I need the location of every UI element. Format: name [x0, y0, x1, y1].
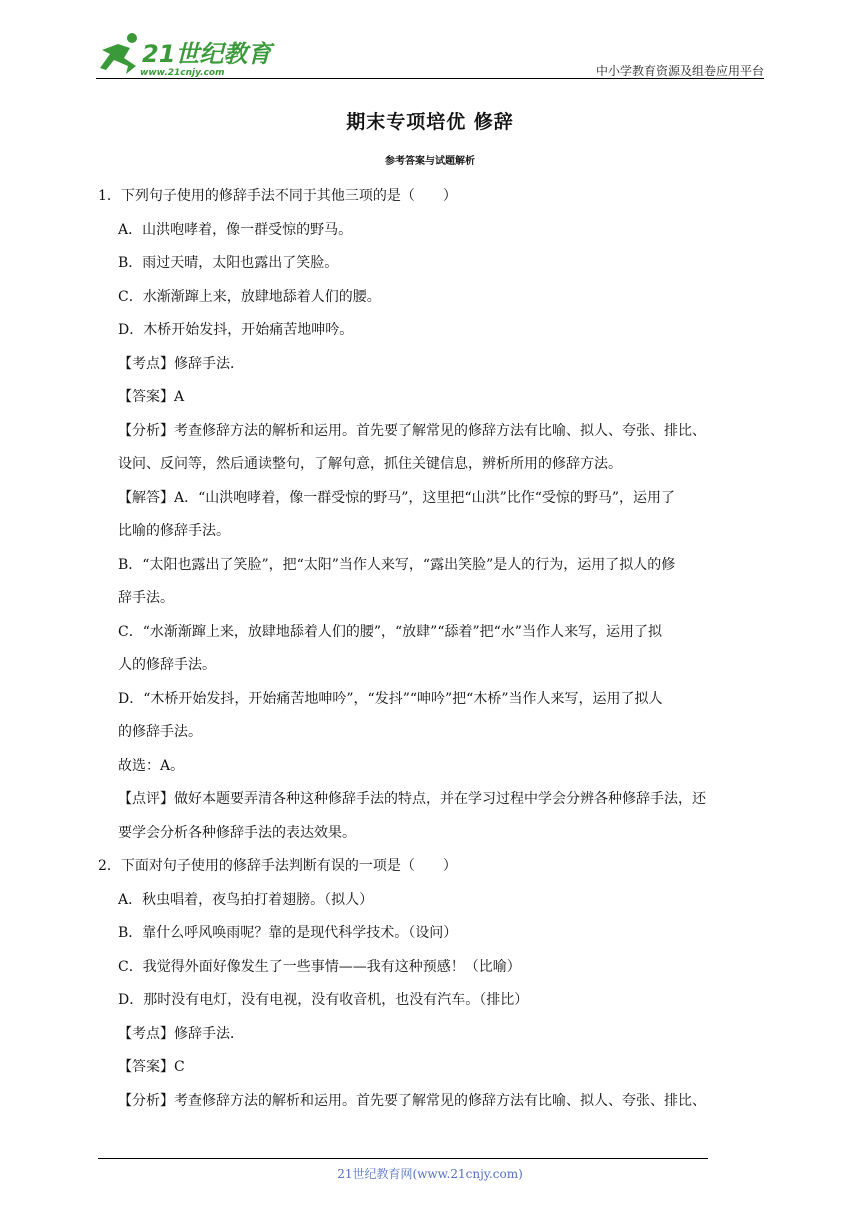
logo-text: 21世纪教育	[142, 40, 272, 68]
q1-comment-line1: 【点评】做好本题要弄清各种这种修辞手法的特点，并在学习过程中学会分辨各种修辞手法，还	[118, 791, 706, 807]
q2-option-d: D．那时没有电灯，没有电视，没有收音机，也没有汽车。（排比）	[118, 992, 529, 1008]
runner-icon	[100, 33, 137, 74]
question-1-stem: 1．下列句子使用的修辞手法不同于其他三项的是（ ）	[98, 188, 457, 204]
q1-analysis-line1: 【分析】考查修辞方法的解析和运用。首先要了解常见的修辞方法有比喻、拟人、夸张、排比、	[118, 422, 706, 439]
q1-solution-b-line2: 辞手法。	[118, 590, 174, 606]
q1-option-b: B．雨过天晴，太阳也露出了笑脸。	[118, 255, 339, 271]
header-divider	[96, 78, 764, 79]
q1-option-d: D．木桥开始发抖，开始痛苦地呻吟。	[118, 322, 354, 338]
q1-solution-line2: 比喻的修辞手法。	[118, 523, 230, 539]
logo-url: www.21cnjy.com	[140, 68, 225, 78]
platform-name: 中小学教育资源及组卷应用平台	[595, 64, 764, 78]
q1-answer: 【答案】A	[118, 389, 185, 405]
q2-option-a: A．秋虫唱着，夜鸟拍打着翅膀。（拟人）	[118, 891, 374, 908]
q1-solution-b-line1: B．“太阳也露出了笑脸”，把“太阳”当作人来写，“露出笑脸”是人的行为，运用了拟人的修	[118, 556, 676, 573]
q1-solution-c-line1: C．“水渐渐蹿上来，放肆地舔着人们的腰”，“放肆”“舔着”把“水”当作人来写，运用了拟	[118, 623, 662, 640]
q1-kaodian: 【考点】修辞手法．	[118, 355, 244, 372]
q1-option-c: C．水渐渐蹿上来，放肆地舔着人们的腰。	[118, 288, 381, 305]
q1-analysis-line2: 设问、反问等，然后通读整句，了解句意，抓住关键信息，辨析所用的修辞方法。	[118, 456, 622, 472]
q2-kaodian: 【考点】修辞手法．	[118, 1025, 244, 1042]
q1-solution-c-line2: 人的修辞手法。	[118, 657, 216, 673]
q2-option-c: C．我觉得外面好像发生了一些事情——我有这种预感！（比喻）	[118, 958, 521, 975]
q1-choice: 故选：A。	[118, 757, 185, 774]
q2-option-b: B．靠什么呼风唤雨呢？靠的是现代科学技术。（设问）	[118, 925, 458, 941]
document-body	[98, 180, 764, 1118]
page-subtitle: 参考答案与试题解析	[385, 156, 475, 167]
footer-divider	[98, 1158, 708, 1159]
q1-comment-line2: 要学会分析各种修辞手法的表达效果。	[118, 824, 356, 841]
logo	[96, 30, 296, 78]
q1-solution-line1: 【解答】A．“山洪咆哮着，像一群受惊的野马”，这里把“山洪”比作“受惊的野马”，运用了	[118, 489, 676, 506]
page-title: 期末专项培优 修辞	[346, 111, 514, 133]
q2-answer: 【答案】C	[118, 1059, 185, 1075]
q1-solution-d-line2: 的修辞手法。	[118, 724, 202, 740]
question-2-stem: 2．下面对句子使用的修辞手法判断有误的一项是（ ）	[98, 858, 457, 874]
q2-analysis-line1: 【分析】考查修辞方法的解析和运用。首先要了解常见的修辞方法有比喻、拟人、夸张、排比、	[118, 1092, 706, 1109]
q1-option-a: A．山洪咆哮着，像一群受惊的野马。	[118, 221, 353, 238]
q1-solution-d-line1: D．“木桥开始发抖，开始痛苦地呻吟”，“发抖”“呻吟”把“木桥”当作人来写，运用了拟人	[118, 690, 663, 707]
footer-link[interactable]: 21世纪教育网(www.21cnjy.com)	[337, 1167, 523, 1181]
page-header	[96, 30, 764, 78]
